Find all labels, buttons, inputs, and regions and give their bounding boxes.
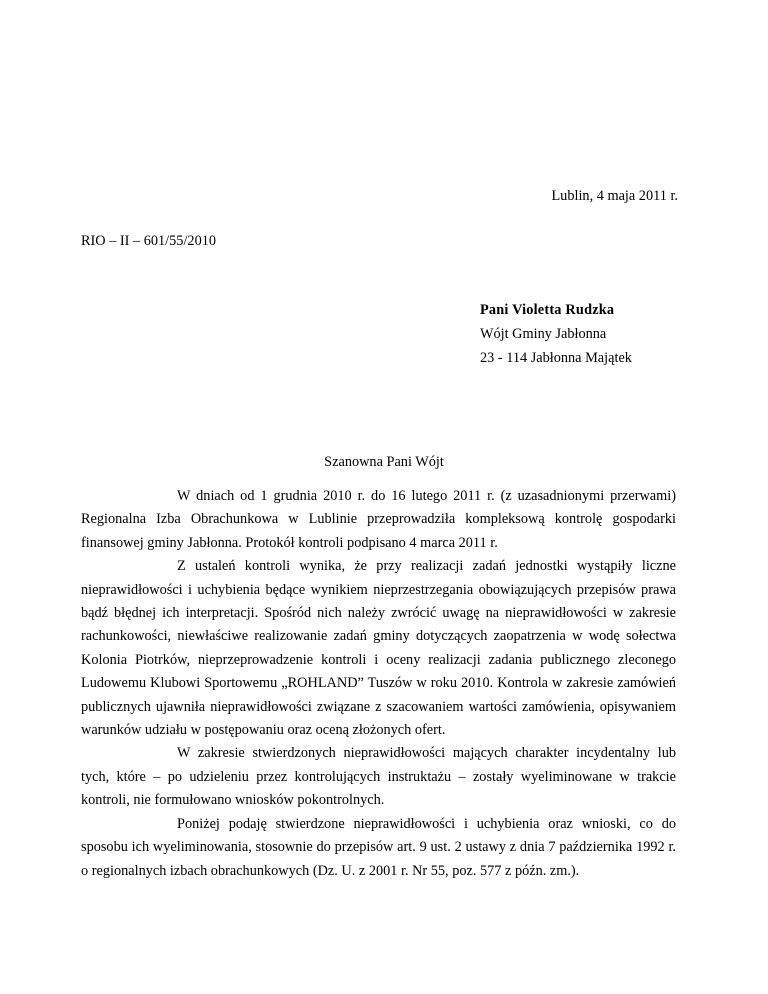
recipient-address: 23 - 114 Jabłonna Majątek	[480, 350, 632, 366]
letter-body	[81, 485, 676, 883]
salutation: Szanowna Pani Wójt	[324, 454, 444, 470]
letter-date: Lublin, 4 maja 2011 r.	[551, 188, 678, 204]
recipient-block	[480, 298, 632, 370]
recipient-name: Pani Violetta Rudzka	[480, 302, 615, 318]
recipient-title: Wójt Gminy Jabłonna	[480, 326, 607, 342]
body-paragraph: W zakresie stwierdzonych nieprawidłowości mających charakter incydentalny lub tych, które – po udzieleniu przez kontrolujących instruktażu – zostały wyeliminowane w trakcie kontroli, nie formułowano wniosków pokontrolnych.	[81, 745, 676, 809]
body-paragraph: W dniach od 1 grudnia 2010 r. do 16 lutego 2011 r. (z uzasadnionymi przerwami) Regionalna Izba Obrachunkowa w Lublinie przeprowadziła kompleksową kontrolę gospodarki finansowej gminy Jabłonna. Protokół kontroli podpisano 4 marca 2011 r.	[81, 488, 676, 551]
body-paragraph: Poniżej podaję stwierdzone nieprawidłowości i uchybienia oraz wnioski, co do sposobu ich wyeliminowania, stosownie do przepisów art. 9 ust. 2 ustawy z dnia 7 października 1992 r. o regionalnych izbach obrachunkowych (Dz. U. z 2001 r. Nr 55, poz. 577 z późn. zm.).	[81, 815, 676, 879]
body-paragraph: Z ustaleń kontroli wynika, że przy realizacji zadań jednostki wystąpiły liczne nieprawidłowości i uchybienia będące wynikiem nieprzestrzegania obowiązujących przepisów prawa bądź błędnej ich interpretacji. Spośród nich należy zwrócić uwagę na nieprawidłowości w zakresie rachunkowości, niewłaściwe realizowanie zadań gminy dotyczących zaopatrzenia w wodę sołectwa Kolonia Piotrków, nieprzeprowadzenie kontroli i oceny realizacji zadania publicznego zleconego Ludowemu Klubowi Sportowemu „ROHLAND” Tuszów w roku 2010. Kontrola w zakresie zamówień publicznych ujawniła nieprawidłowości związane z szacowaniem wartości zamówienia, opisywaniem warunków udziału w postępowaniu oraz oceną złożonych ofert.	[81, 558, 676, 739]
reference-number: RIO – II – 601/55/2010	[81, 233, 217, 249]
